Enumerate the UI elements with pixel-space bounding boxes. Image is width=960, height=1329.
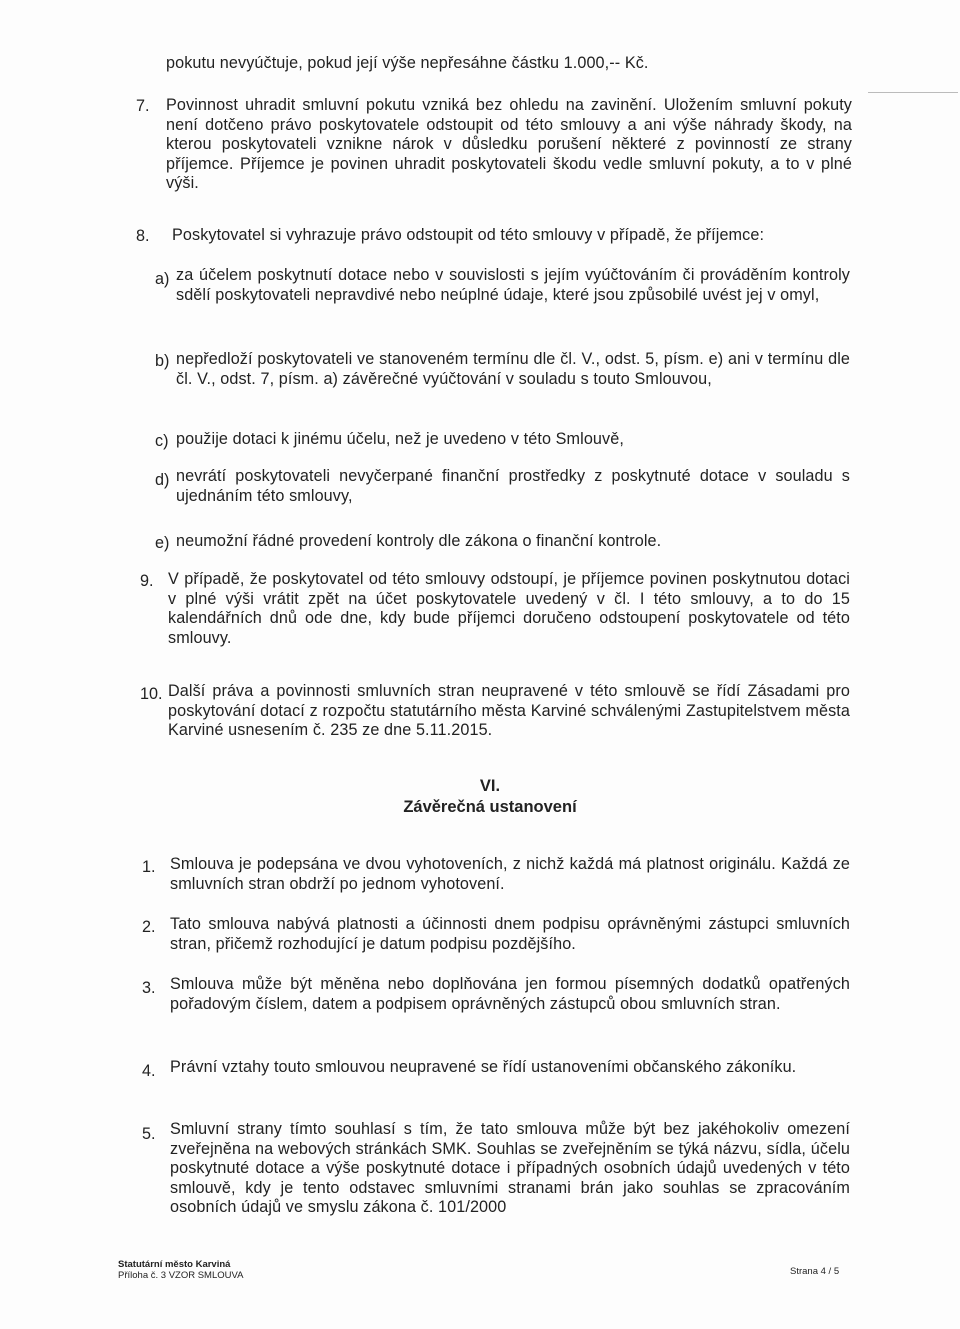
item-text: V případě, že poskytovatel od této smlouvy odstoupí, je příjemce povinen poskytnutou dotaci v plné výši vrátit zpět na účet poskytovatele uvedený v čl. I této smlouvy, a to do 15 kalendářních dnů ode dne, kdy bude příjemci doručeno odstoupení poskytovatele od této smlouvy. [168,570,850,647]
subitem-text: neumožní řádné provedení kontroly dle zákona o finanční kontrole. [176,532,662,550]
item-number: 7. [136,97,150,115]
item-text: Právní vztahy touto smlouvou neupravené se řídí ustanoveními občanského zákoníku. [170,1058,797,1076]
item-number: 4. [142,1062,156,1080]
subitem-text: nepředloží poskytovateli ve stanoveném termínu dle čl. V., odst. 5, písm. e) ani v termínu dle čl. V., odst. 7, písm. a) závěrečné vyúčtování v souladu s touto Smlouvou, [176,350,850,388]
subitem-label: c) [155,432,169,450]
item-text: Smluvní strany tímto souhlasí s tím, že tato smlouva může být bez jakéhokoliv omezení zveřejněna na webových stránkách SMK. Souhlas se zveřejněním se týká názvu, sídla, účelu poskytnuté dotace a výše poskytnuté dotace i případných osobních údajů uvedených v této smlouvě, kdy je tento odstavec smluvními stranami brán jako souhlas se zpracováním osobních údajů ve smyslu zákona č. 101/2000 [170,1120,850,1217]
subitem-text: za účelem poskytnutí dotace nebo v souvislosti s jejím vyúčtováním či prováděním kontroly sdělí poskytovateli nepravdivé nebo neúplné údaje, které jsou způsobilé uvést jej v omyl, [176,266,850,304]
section-number: VI. [479,777,501,795]
item-text: Povinnost uhradit smluvní pokutu vzniká bez ohledu na zavinění. Uložením smluvní pokuty není dotčeno právo poskytovatele odstoupit od této smlouvy a ani výše náhrady škody, na kterou poskytovateli vznikne nárok v důsledku porušení některé z povinností ze strany příjemce. Příjemce je povinen uhradit poskytovateli škodu vedle smluvní pokuty, a to v plné výši. [166,96,852,193]
footer-attachment: Příloha č. 3 VZOR SMLOUVA [118,1270,244,1281]
subitem-label: a) [155,270,170,288]
subitem-label: b) [155,352,170,370]
subitem-label: d) [155,471,170,489]
page-number: Strana 4 / 5 [790,1266,840,1277]
item-text: Další práva a povinnosti smluvních stran neupravené v této smlouvě se řídí Zásadami pro poskytování dotací z rozpočtu statutárního města Karviné schválenými Zastupitelstvem města Karviné usnesením č. 235 ze dne 5.11.2015. [168,682,850,740]
footer-organization: Statutární město Karviná [118,1259,231,1270]
item-number: 9. [140,572,154,590]
item-text: Tato smlouva nabývá platnosti a účinnosti dnem podpisu oprávněnými zástupci smluvních stran, přičemž rozhodující je datum podpisu pozdějšího. [170,915,850,953]
subitem-text: použije dotaci k jinému účelu, než je uvedeno v této Smlouvě, [176,430,624,448]
item-number: 10. [140,685,163,703]
continuation-text: pokutu nevyúčtuje, pokud její výše nepřesáhne částku 1.000,-- Kč. [166,54,649,72]
item-number: 3. [142,979,156,997]
item-text: Smlouva může být měněna nebo doplňována jen formou písemných dodatků opatřených pořadovým číslem, datem a podpisem oprávněných zástupců obou smluvních stran. [170,975,850,1013]
item-text: Smlouva je podepsána ve dvou vyhotoveních, z nichž každá má platnost originálu. Každá ze smluvních stran obdrží po jednom vyhotovení. [170,855,850,893]
subitem-label: e) [155,534,170,552]
item-number: 5. [142,1125,156,1143]
item-number: 1. [142,858,156,876]
item-number: 8. [136,227,150,245]
subitem-text: nevrátí poskytovateli nevyčerpané finanční prostředky z poskytnuté dotace v souladu s ujednáním této smlouvy, [176,467,850,505]
item-number: 2. [142,918,156,936]
scan-artifact-line [868,92,958,93]
section-title: Závěrečná ustanovení [403,798,577,816]
footer-left [118,1259,243,1281]
item-text: Poskytovatel si vyhrazuje právo odstoupit od této smlouvy v případě, že příjemce: [172,226,765,244]
